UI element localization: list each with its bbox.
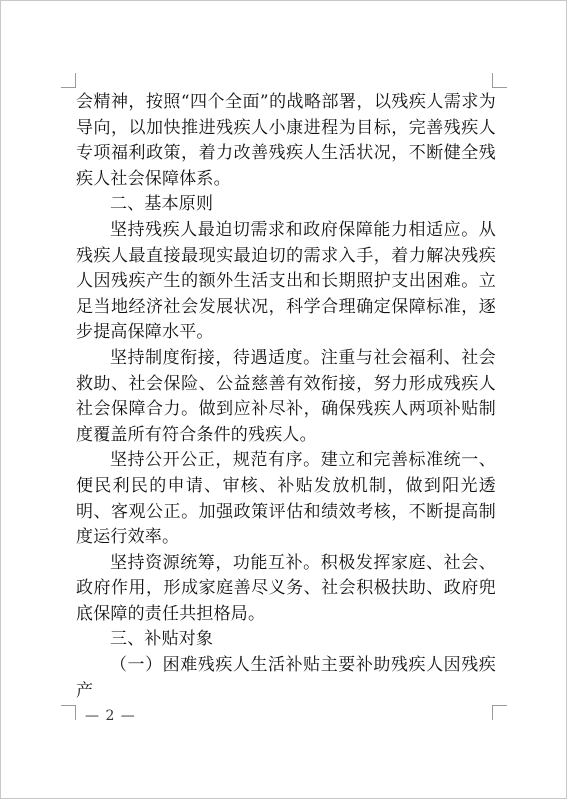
section-heading-subsidy-recipients[interactable]: 三、补贴对象 bbox=[110, 629, 214, 650]
paragraph-subsidy-item-one[interactable]: （一）困难残疾人生活补贴主要补助残疾人因残疾产 bbox=[76, 655, 496, 701]
crop-mark-top-right bbox=[492, 73, 507, 88]
paragraph-principle-system-linkage[interactable]: 坚持制度衔接，待遇适度。注重与社会福利、社会救助、社会保险、公益慈善有效衔接，努力形成残疾人社会保障合力。做到应补尽补，确保残疾人两项补贴制度覆盖所有符合条件的残疾人。 bbox=[76, 347, 496, 445]
paragraph-principle-resources[interactable]: 坚持资源统筹，功能互补。积极发挥家庭、社会、政府作用，形成家庭善尽义务、社会积极扶助、政府兜底保障的责任共担格局。 bbox=[76, 552, 496, 624]
crop-mark-top-left bbox=[61, 73, 76, 88]
paragraph-principle-fairness[interactable]: 坚持公开公正，规范有序。建立和完善标准统一、便民利民的申请、审核、补贴发放机制，做到阳光透明、客观公正。加强政策评估和绩效考核，不断提高制度运行效率。 bbox=[76, 450, 496, 548]
crop-mark-bottom-left bbox=[61, 705, 76, 720]
section-heading-basic-principles[interactable]: 二、基本原则 bbox=[110, 194, 214, 215]
crop-mark-bottom-right bbox=[492, 705, 507, 720]
paragraph-continuation[interactable]: 会精神，按照“四个全面”的战略部署，以残疾人需求为导向，以加快推进残疾人小康进程为目标，完善残疾人专项福利政策，着力改善残疾人生活状况，不断健全残疾人社会保障体系。 bbox=[76, 92, 496, 189]
paragraph-principle-needs[interactable]: 坚持残疾人最迫切需求和政府保障能力相适应。从残疾人最直接最现实最迫切的需求入手，着力解决残疾人因残疾产生的额外生活支出和长期照护支出困难。立足当地经济社会发展状况，科学合理确定保障标准，逐步提高保障水平。 bbox=[76, 219, 496, 343]
document-body[interactable] bbox=[76, 90, 496, 704]
page-number: — 2 — bbox=[85, 708, 136, 724]
